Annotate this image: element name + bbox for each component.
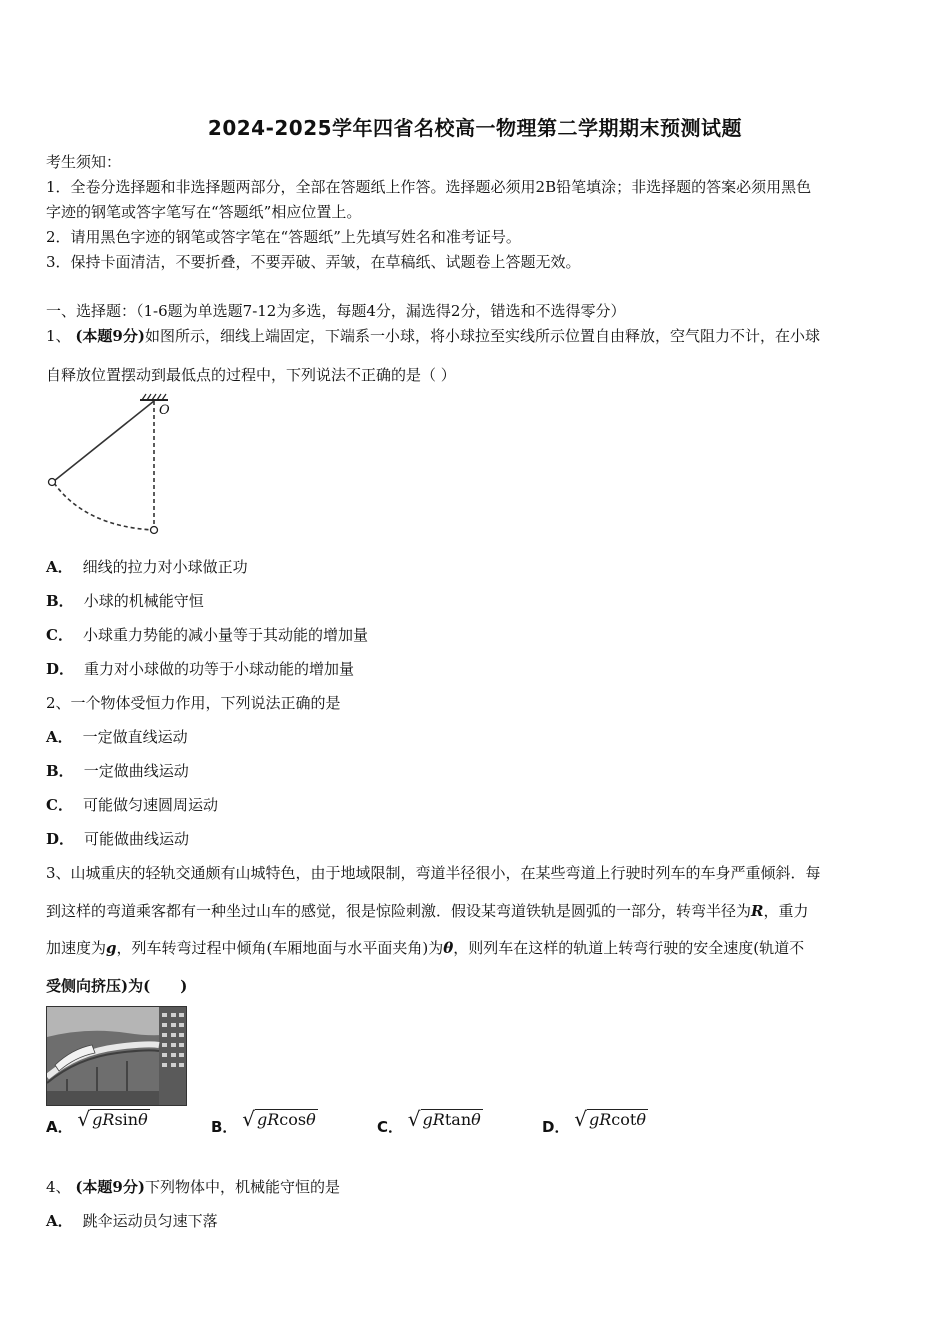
q3-choice-b: B． √ gRcosθ — [211, 1107, 316, 1136]
q2-stem: 2、一个物体受恒力作用，下列说法正确的是 — [46, 694, 341, 712]
q3-stem-line1: 3、山城重庆的轻轨交通颇有山城特色，由于地域限制，弯道半径很小，在某些弯道上行驶时列车的车身严重倾斜．每 — [46, 864, 821, 882]
q3-choice-c: C． √ gRtanθ — [377, 1107, 481, 1136]
string-released — [54, 401, 154, 481]
q3-stem-line2: 到这样的弯道乘客都有一种坐过山车的感觉，很是惊险刺激．假设某弯道铁轨是圆弧的一部分，转弯半径为R，重力 — [46, 902, 809, 920]
q1-stem-line1 — [46, 325, 820, 347]
q1-option-c: C． 小球重力势能的减小量等于其动能的增加量 — [46, 626, 368, 644]
q1-option-b: B． 小球的机械能守恒 — [46, 592, 204, 610]
sqrt-expression: √ gRtanθ — [407, 1107, 481, 1131]
q2-option-d: D． 可能做曲线运动 — [46, 830, 190, 848]
q4-stem: 4、 (本题9分)下列物体中，机械能守恒的是 — [46, 1178, 340, 1196]
swing-arc — [54, 483, 153, 530]
q3-stem-line3: 加速度为g，列车转弯过程中倾角(车厢地面与水平面夹角)为θ，则列车在这样的轨道上转弯行驶的安全速度(轨道不 — [46, 939, 805, 957]
notice-item: 1．全卷分选择题和非选择题两部分，全部在答题纸上作答。选择题必须用2B铅笔填涂；非选择题的答案必须用黑色 — [46, 178, 812, 196]
ball-released — [49, 479, 56, 486]
q2-option-a: A． 一定做直线运动 — [46, 728, 188, 746]
q1-stem-text: 如图所示，细线上端固定，下端系一小球，将小球拉至实线所示位置自由释放，空气阻力不计，在小球 — [144, 327, 820, 345]
q1-stem-line2: 自释放位置摆动到最低点的过程中，下列说法不正确的是（ ） — [46, 366, 456, 384]
pivot-label: O — [159, 403, 170, 418]
q3-stem-line4: 受侧向挤压)为( ) — [46, 977, 188, 995]
q3-choice-a: A． √ gRsinθ — [46, 1107, 148, 1136]
section-heading: 一、选择题：（1-6题为单选题7-12为多选，每题4分，漏选得2分，错选和不选得零分） — [46, 302, 626, 320]
notice-item: 2．请用黑色字迹的钢笔或答字笔在“答题纸”上先填写姓名和准考证号。 — [46, 228, 521, 246]
q1-option-d: D． 重力对小球做的功等于小球动能的增加量 — [46, 660, 355, 678]
q1-number: 1、 — [46, 327, 71, 345]
ball-lowest — [151, 527, 158, 534]
q4-option-a: A． 跳伞运动员匀速下落 — [46, 1212, 218, 1230]
q1-tag: (本题9分) — [75, 327, 145, 345]
sqrt-expression: √ gRsinθ — [77, 1107, 148, 1131]
pendulum-figure — [40, 393, 180, 543]
q3-choice-d: D． √ gRcotθ — [542, 1107, 646, 1136]
q1-option-a: A． 细线的拉力对小球做正功 — [46, 558, 248, 576]
q2-option-c: C． 可能做匀速圆周运动 — [46, 796, 218, 814]
notice-item: 3．保持卡面清洁，不要折叠，不要弄破、弄皱，在草稿纸、试题卷上答题无效。 — [46, 253, 581, 271]
page-title: 2024-2025学年四省名校高一物理第二学期期末预测试题 — [207, 116, 743, 140]
sqrt-expression: √ gRcosθ — [242, 1107, 316, 1131]
q2-option-b: B． 一定做曲线运动 — [46, 762, 189, 780]
monorail-photo — [46, 1006, 187, 1106]
notice-item: 字迹的钢笔或答字笔写在“答题纸”相应位置上。 — [46, 203, 362, 221]
notice-heading: 考生须知： — [46, 153, 122, 171]
sqrt-expression: √ gRcotθ — [574, 1107, 646, 1131]
